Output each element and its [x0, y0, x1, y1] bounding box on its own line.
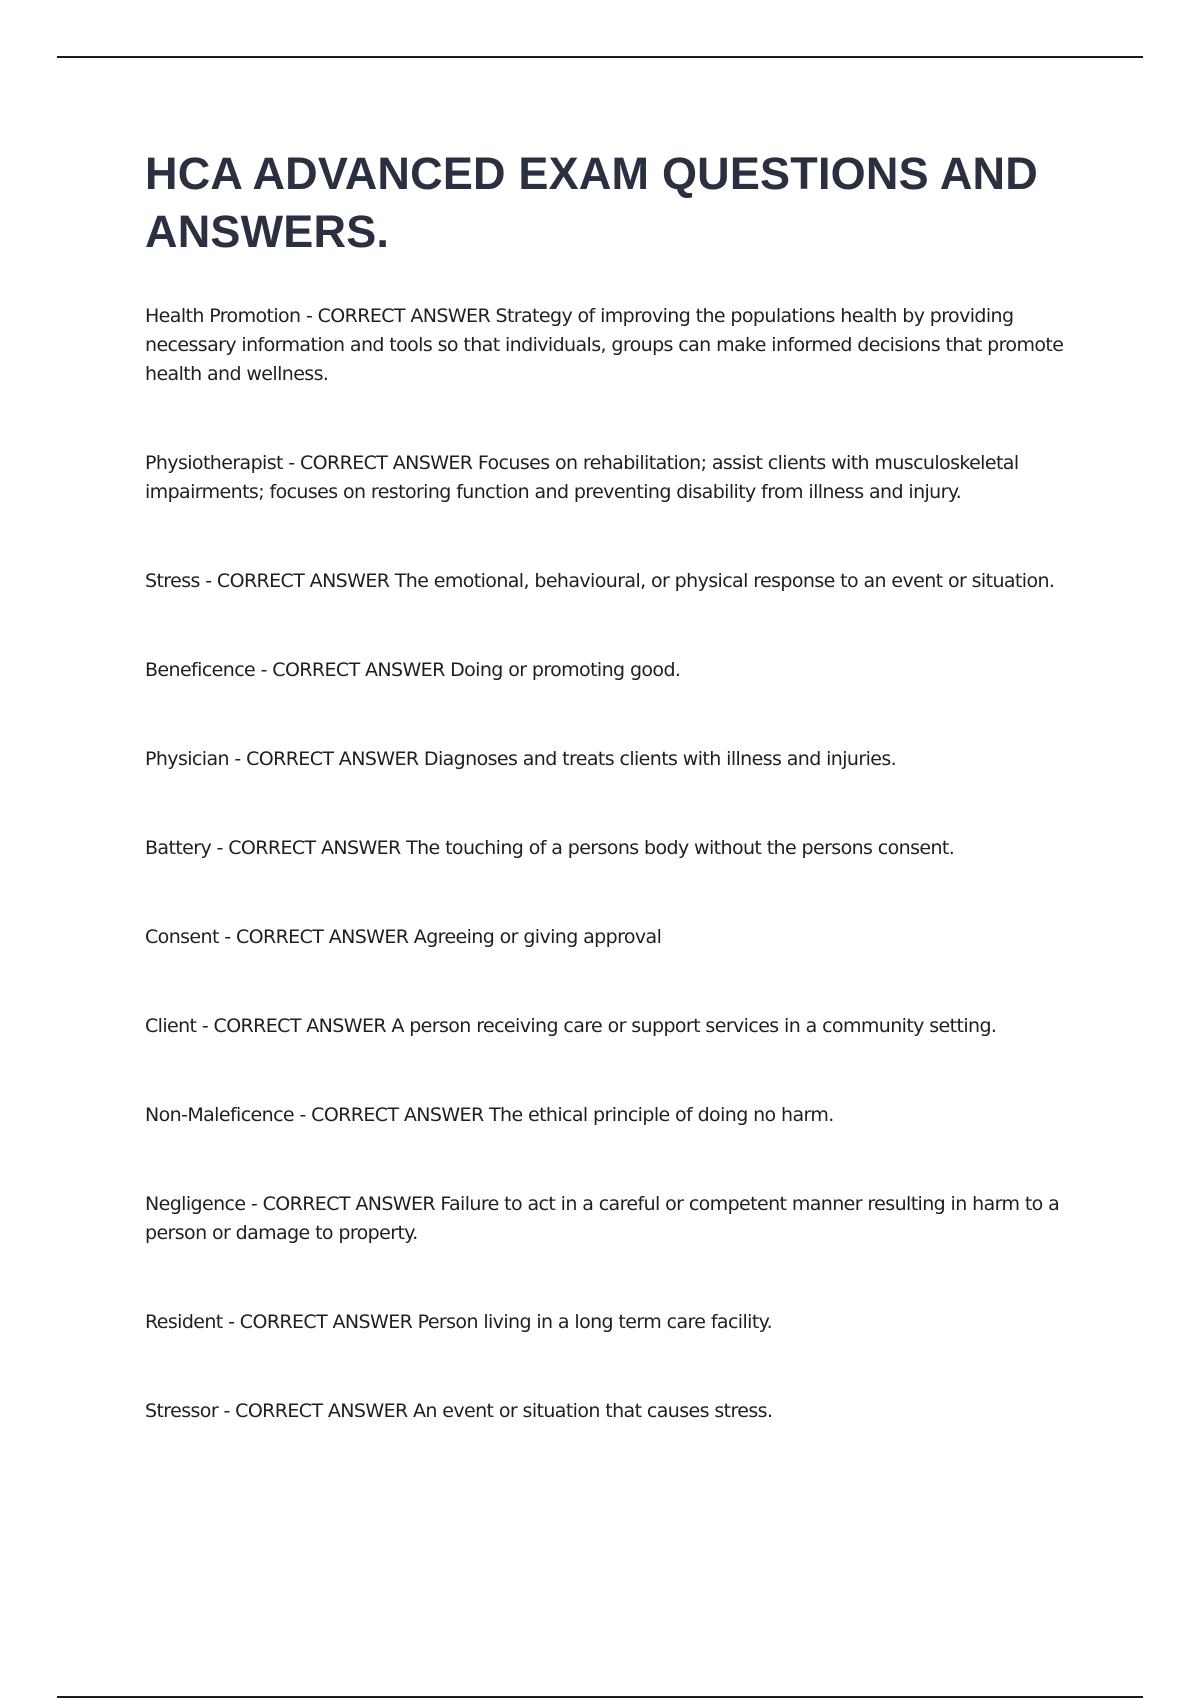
entry-negligence: Negligence - CORRECT ANSWER Failure to act in a careful or competent manner resulting in harm to a person or damage to property.	[145, 1193, 1060, 1244]
entry-non-maleficence: Non-Maleficence - CORRECT ANSWER The ethical principle of doing no harm.	[145, 1104, 834, 1126]
document-title: HCA ADVANCED EXAM QUESTIONS AND ANSWERS.	[145, 148, 1038, 257]
entry-physician: Physician - CORRECT ANSWER Diagnoses and treats clients with illness and injuries.	[145, 748, 897, 770]
entry-beneficence: Beneficence - CORRECT ANSWER Doing or promoting good.	[145, 659, 681, 681]
entry-client: Client - CORRECT ANSWER A person receiving care or support services in a community setting.	[145, 1015, 997, 1037]
entry-health-promotion: Health Promotion - CORRECT ANSWER Strategy of improving the populations health by providing necessary information and tools so that individuals, groups can make informed decisions that promote health and wellness.	[145, 305, 1064, 385]
entry-list	[145, 302, 1075, 1426]
top-rule	[57, 56, 1143, 58]
entry-consent: Consent - CORRECT ANSWER Agreeing or giving approval	[145, 926, 662, 948]
entry-resident: Resident - CORRECT ANSWER Person living in a long term care facility.	[145, 1311, 773, 1333]
entry-stress: Stress - CORRECT ANSWER The emotional, behavioural, or physical response to an event or situation.	[145, 570, 1055, 592]
bottom-rule	[57, 1696, 1143, 1698]
document-page	[145, 145, 1075, 1486]
entry-stressor: Stressor - CORRECT ANSWER An event or situation that causes stress.	[145, 1400, 773, 1422]
entry-physiotherapist: Physiotherapist - CORRECT ANSWER Focuses on rehabilitation; assist clients with musculoskeletal impairments; focuses on restoring function and preventing disability from illness and injury.	[145, 452, 1019, 503]
entry-battery: Battery - CORRECT ANSWER The touching of a persons body without the persons consent.	[145, 837, 955, 859]
